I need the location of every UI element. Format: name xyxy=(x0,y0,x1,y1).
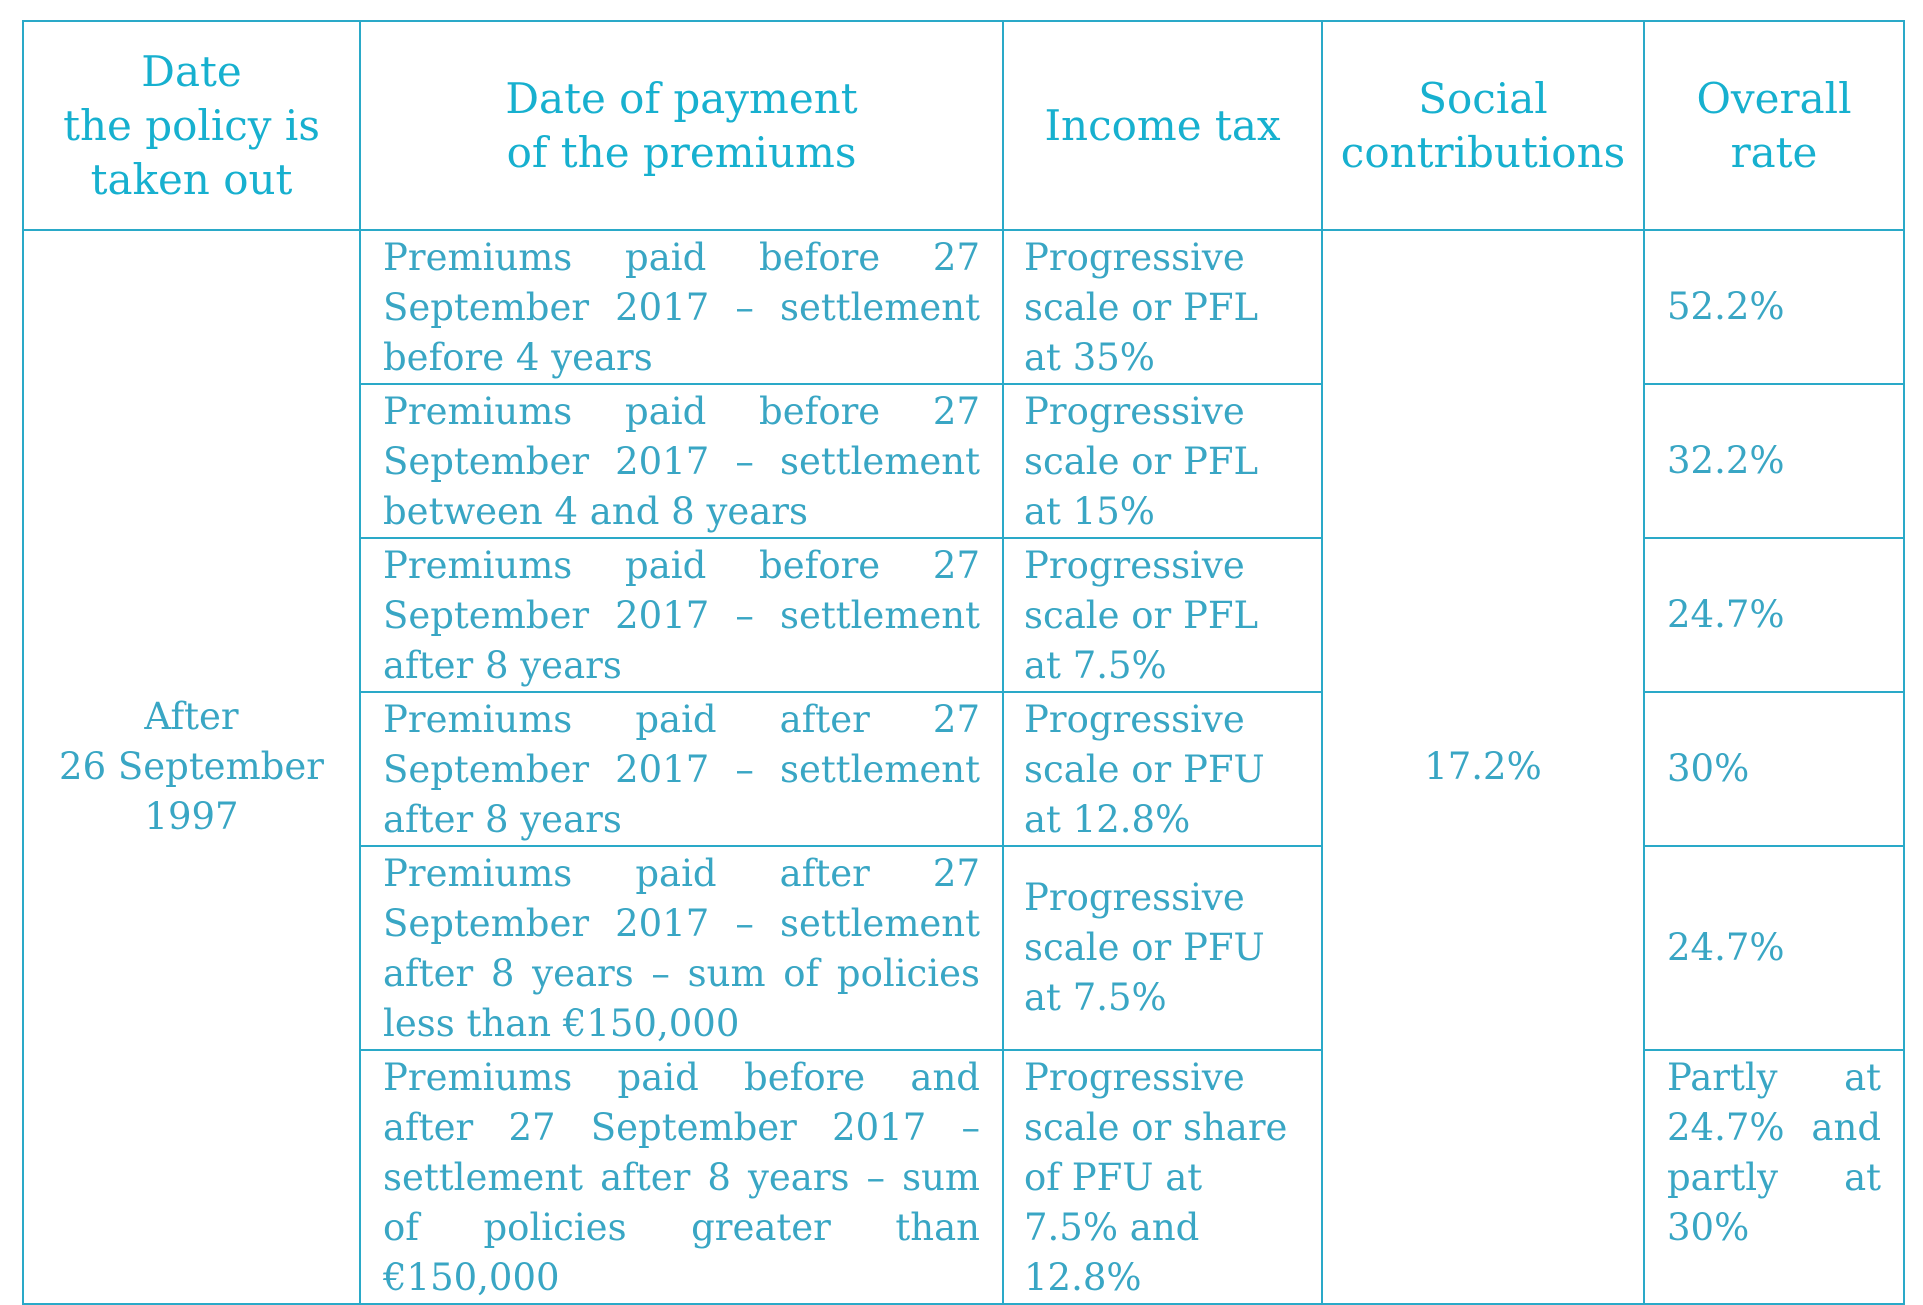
header-social-contributions: Social contributions xyxy=(1322,21,1644,230)
income-tax-cell: Progressive scale or PFU at 12.8% xyxy=(1003,692,1322,846)
payment-cell: Premiums paid before 27 September 2017 – settlement after 8 years xyxy=(360,538,1003,692)
payment-cell: Premiums paid before 27 September 2017 – settlement between 4 and 8 years xyxy=(360,384,1003,538)
payment-cell: Premiums paid before 27 September 2017 – settlement before 4 years xyxy=(360,230,1003,384)
overall-rate-cell: 24.7% xyxy=(1644,846,1904,1050)
header-date-taken-out: Date the policy is taken out xyxy=(23,21,360,230)
overall-rate-cell: 32.2% xyxy=(1644,384,1904,538)
income-tax-cell: Progressive scale or PFL at 15% xyxy=(1003,384,1322,538)
header-date-of-payment: Date of payment of the premiums xyxy=(360,21,1003,230)
header-overall-rate: Overall rate xyxy=(1644,21,1904,230)
header-income-tax: Income tax xyxy=(1003,21,1322,230)
payment-cell: Premiums paid after 27 September 2017 – settlement after 8 years xyxy=(360,692,1003,846)
payment-cell: Premiums paid before and after 27 September 2017 – settlement after 8 years – sum of policies greater than €150,000 xyxy=(360,1050,1003,1304)
overall-rate-cell: 52.2% xyxy=(1644,230,1904,384)
table-row xyxy=(23,230,1904,384)
overall-rate-cell: 24.7% xyxy=(1644,538,1904,692)
income-tax-cell: Progressive scale or share of PFU at 7.5% and 12.8% xyxy=(1003,1050,1322,1304)
social-contributions-cell: 17.2% xyxy=(1322,230,1644,1304)
date-taken-out-cell: After 26 September 1997 xyxy=(23,230,360,1304)
overall-rate-cell: 30% xyxy=(1644,692,1904,846)
income-tax-cell: Progressive scale or PFU at 7.5% xyxy=(1003,846,1322,1050)
tax-rate-table xyxy=(22,20,1905,1305)
overall-rate-cell: Partly at 24.7% and partly at 30% xyxy=(1644,1050,1904,1304)
payment-cell: Premiums paid after 27 September 2017 – settlement after 8 years – sum of policies less than €150,000 xyxy=(360,846,1003,1050)
table-header-row xyxy=(23,21,1904,230)
income-tax-cell: Progressive scale or PFL at 35% xyxy=(1003,230,1322,384)
income-tax-cell: Progressive scale or PFL at 7.5% xyxy=(1003,538,1322,692)
